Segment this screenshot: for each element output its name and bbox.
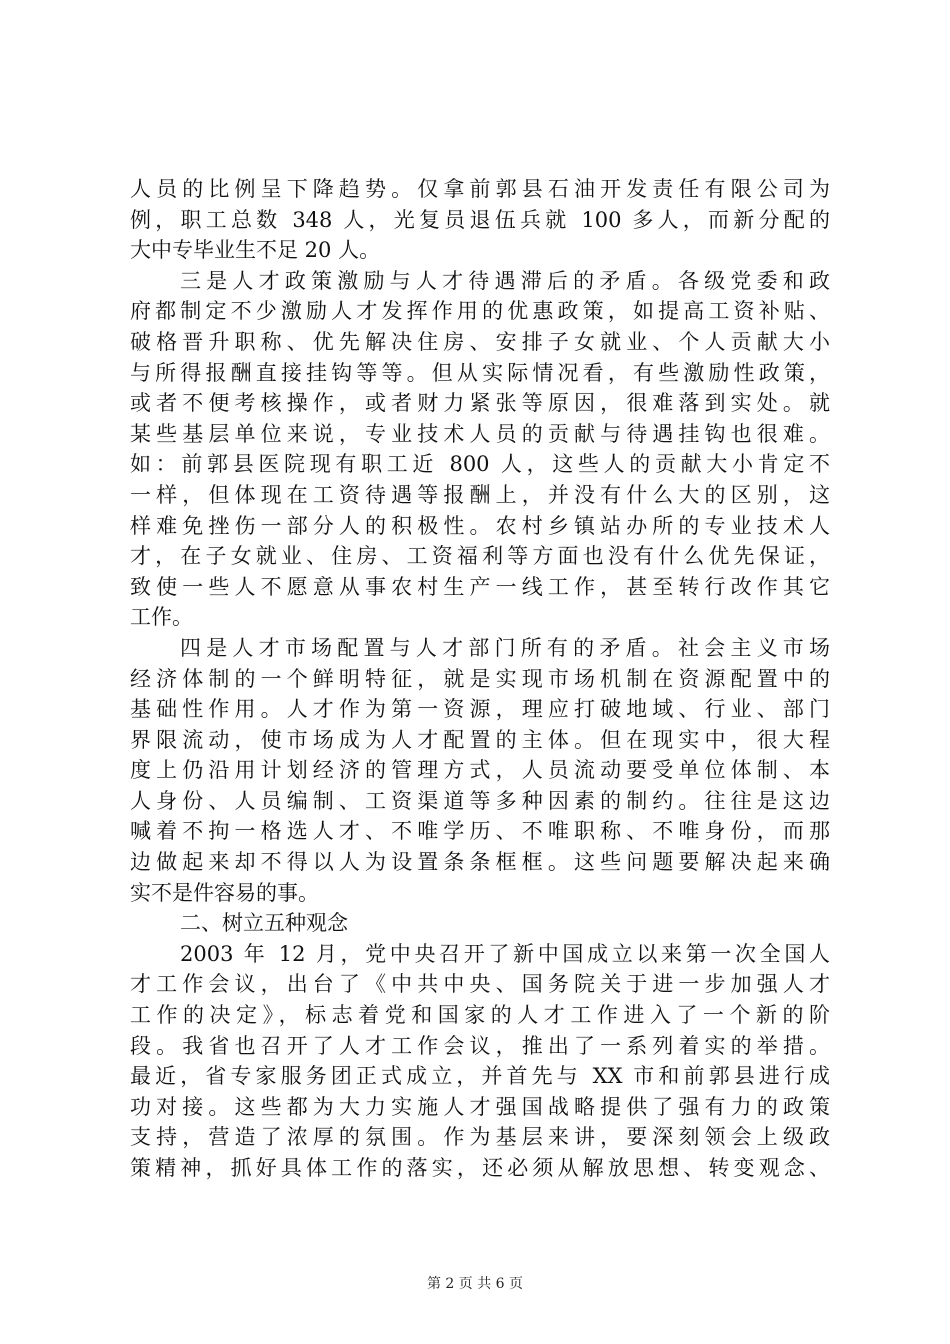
text-line: 段。我省也召开了人才工作会议，推出了一系列着实的举措。 — [130, 1033, 830, 1058]
text-line: 某些基层单位来说，专业技术人员的贡献与待遇挂钩也很难。 — [130, 421, 830, 446]
text-line: 度上仍沿用计划经济的管理方式，人员流动要受单位体制、本 — [130, 758, 830, 783]
text-line: 大中专毕业生不足 20 人。 — [130, 238, 381, 263]
text-line: 界限流动，使市场成为人才配置的主体。但在现实中，很大程 — [130, 727, 830, 752]
paragraph-start-line: 三是人才政策激励与人才待遇滞后的矛盾。各级党委和政 — [180, 268, 830, 293]
text-line: 支持，营造了浓厚的氛围。作为基层来讲，要深刻领会上级政 — [130, 1125, 830, 1150]
section-heading: 二、树立五种观念 — [180, 911, 348, 936]
body-text — [130, 174, 830, 1184]
text-line: 破格晋升职称、优先解决住房、安排子女就业、个人贡献大小 — [130, 329, 830, 354]
text-line: 才，在子女就业、住房、工资福利等方面也没有什么优先保证， — [130, 544, 830, 569]
text-line: 经济体制的一个鲜明特征，就是实现市场机制在资源配置中的 — [130, 666, 830, 691]
text-line: 例，职工总数 348 人，光复员退伍兵就 100 多人，而新分配的 — [130, 207, 830, 232]
text-line: 实不是件容易的事。 — [130, 880, 319, 905]
text-line: 工作。 — [130, 605, 193, 630]
text-line: 基础性作用。人才作为第一资源，理应打破地域、行业、部门 — [130, 697, 830, 722]
text-line: 样难免挫伤一部分人的积极性。农村乡镇站办所的专业技术人 — [130, 513, 830, 538]
paragraph-start-line: 四是人才市场配置与人才部门所有的矛盾。社会主义市场 — [180, 635, 830, 660]
text-line: 功对接。这些都为大力实施人才强国战略提供了强有力的政策 — [130, 1094, 830, 1119]
paragraph-start-line: 2003 年 12 月，党中央召开了新中国成立以来第一次全国人 — [180, 941, 830, 966]
text-line: 一样，但体现在工资待遇等报酬上，并没有什么大的区别，这 — [130, 482, 830, 507]
text-line: 策精神，抓好具体工作的落实，还必须从解放思想、转变观念、 — [130, 1156, 830, 1180]
text-line: 人身份、人员编制、工资渠道等多种因素的制约。往往是这边 — [130, 788, 830, 813]
text-line: 府都制定不少激励人才发挥作用的优惠政策，如提高工资补贴、 — [130, 299, 830, 324]
text-line: 人员的比例呈下降趋势。仅拿前郭县石油开发责任有限公司为 — [130, 177, 830, 201]
text-line: 喊着不拘一格选人才、不唯学历、不唯职称、不唯身份，而那 — [130, 819, 830, 844]
text-line: 或者不便考核操作，或者财力紧张等原因，很难落到实处。就 — [130, 391, 830, 416]
text-line: 边做起来却不得以人为设置条条框框。这些问题要解决起来确 — [130, 850, 830, 875]
text-line: 与所得报酬直接挂钩等等。但从实际情况看，有些激励性政策， — [130, 360, 830, 385]
page-footer: 第 2 页 共 6 页 — [426, 1276, 524, 1292]
text-line: 如：前郭县医院现有职工近 800 人，这些人的贡献大小肯定不 — [130, 452, 830, 477]
text-line: 才工作会议，出台了《中共中央、国务院关于进一步加强人才 — [130, 972, 830, 997]
text-line: 工作的决定》，标志着党和国家的人才工作进入了一个新的阶 — [130, 1003, 830, 1028]
text-line: 最近，省专家服务团正式成立，并首先与 XX 市和前郭县进行成 — [130, 1064, 830, 1089]
text-line: 致使一些人不愿意从事农村生产一线工作，甚至转行改作其它 — [130, 574, 830, 599]
